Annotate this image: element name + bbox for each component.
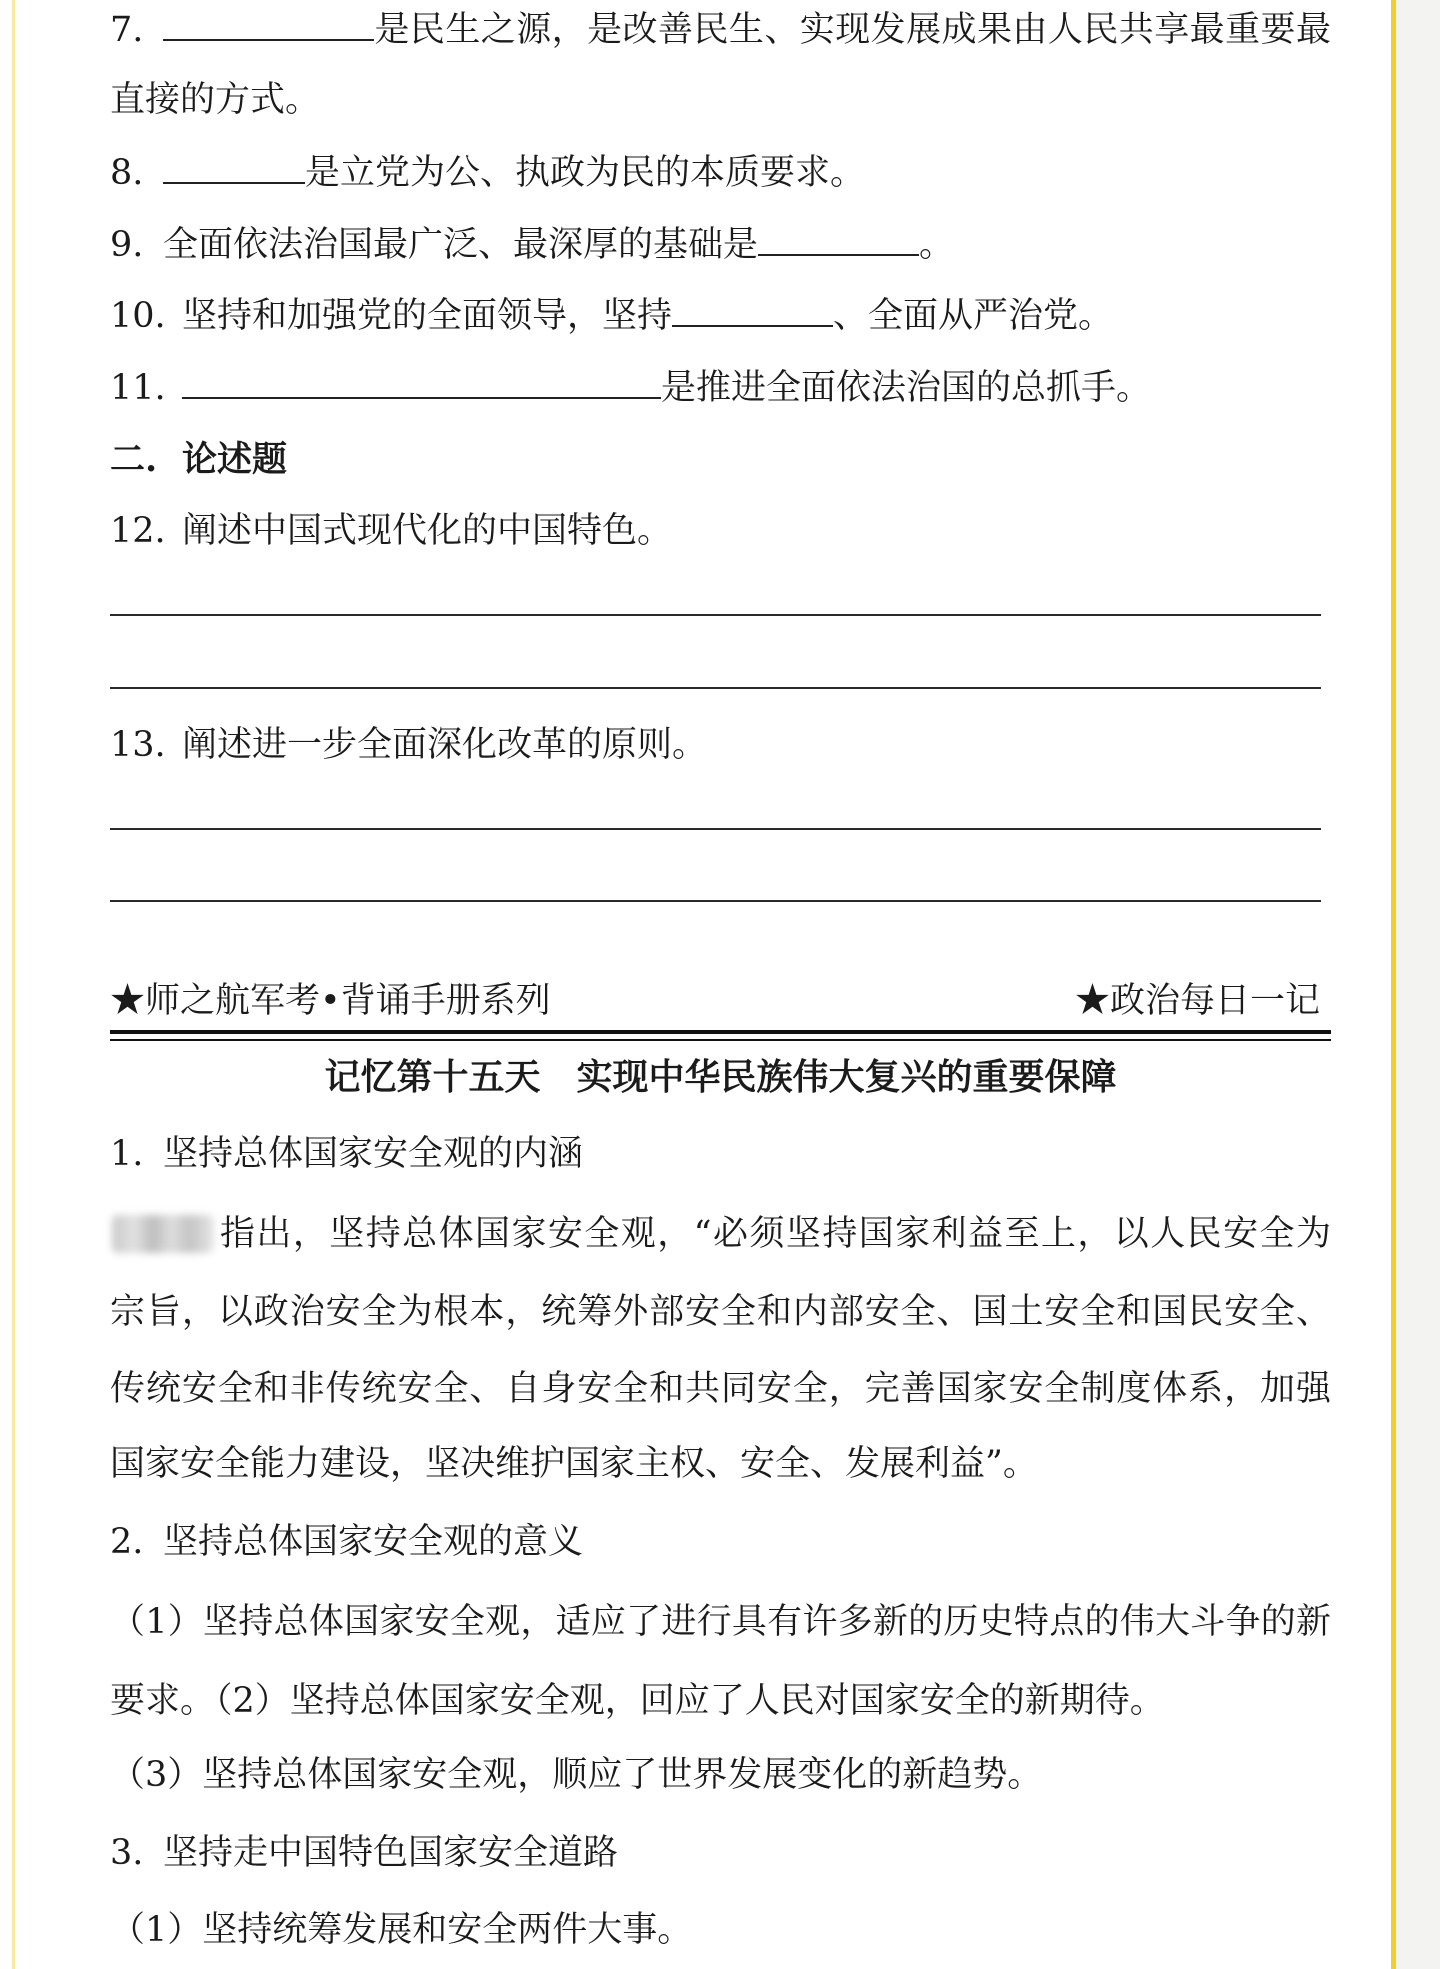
question-number: 8. (110, 153, 144, 193)
paragraph-line: （3）坚持总体国家安全观，顺应了世界发展变化的新趋势。 (110, 1755, 1043, 1795)
fill-in-blank (672, 295, 833, 327)
book-name: ★政治每日一记 (1074, 981, 1320, 1021)
question-number: 13. (110, 725, 166, 765)
question-text-end: 、全面从严治党。 (833, 296, 1114, 336)
header-rule-thin (110, 1039, 1331, 1041)
running-header (110, 979, 1320, 1023)
fill-in-blank (163, 9, 374, 41)
question-number: 10. (110, 296, 166, 336)
question-8 (110, 151, 1331, 195)
paragraph-line: 国家安全能力建设，坚决维护国家主权、安全、发展利益”。 (110, 1444, 1038, 1484)
section-number: 二. (110, 439, 158, 480)
question-text: 全面依法治国最广泛、最深厚的基础是 (163, 225, 759, 265)
section-heading (110, 438, 1331, 482)
question-number: 11. (110, 368, 166, 408)
point-title: 坚持总体国家安全观的内涵 (163, 1134, 584, 1174)
question-text: 阐述中国式现代化的中国特色。 (182, 511, 673, 551)
point-number: 2. (110, 1522, 144, 1562)
question-text: 阐述进一步全面深化改革的原则。 (182, 725, 708, 765)
question-text-end: 。 (919, 225, 955, 265)
series-name: ★师之航军考•背诵手册系列 (110, 981, 551, 1021)
point-title: 坚持走中国特色国家安全道路 (163, 1833, 619, 1873)
question-number: 12. (110, 511, 166, 551)
header-rule-thick (110, 1030, 1331, 1034)
question-12 (110, 509, 1331, 553)
question-text-continued: 直接的方式。 (110, 80, 321, 120)
day-title: 记忆第十五天 实现中华民族伟大复兴的重要保障 (324, 1056, 1117, 1098)
question-9 (110, 223, 1331, 267)
section-title: 论述题 (182, 439, 288, 480)
paragraph-line: （1）坚持统筹发展和安全两件大事。 (110, 1910, 693, 1950)
question-13 (110, 723, 1331, 767)
point-title: 坚持总体国家安全观的意义 (163, 1522, 584, 1562)
point-number: 3. (110, 1833, 144, 1873)
question-number: 9. (110, 225, 144, 265)
paragraph-line: （1）坚持总体国家安全观，适应了进行具有许多新的历史特点的伟大斗争的新 (110, 1602, 1331, 1642)
answer-line (110, 828, 1321, 830)
point-number: 1. (110, 1134, 144, 1174)
question-11 (110, 366, 1331, 410)
fill-in-blank (758, 224, 919, 256)
fill-in-blank (163, 152, 305, 184)
question-10 (110, 294, 1331, 338)
page-frame-right (1391, 0, 1396, 1969)
redacted-name-blur (112, 1215, 214, 1253)
question-text: 是民生之源，是改善民生、实现发展成果由人民共享最重要最 (374, 10, 1331, 50)
answer-line (110, 900, 1321, 902)
answer-line (110, 687, 1321, 689)
question-text: 是推进全面依法治国的总抓手。 (661, 368, 1152, 408)
paragraph-line: 要求。（2）坚持总体国家安全观，回应了人民对国家安全的新期待。 (110, 1681, 1165, 1721)
paragraph-line: 宗旨，以政治安全为根本，统筹外部安全和内部安全、国土安全和国民安全、 (110, 1292, 1331, 1332)
paragraph-line: 指出，坚持总体国家安全观，“必须坚持国家利益至上，以人民安全为 (220, 1214, 1331, 1254)
answer-line (110, 614, 1321, 616)
question-7-line-1 (110, 8, 1331, 52)
point-3-heading (110, 1831, 1331, 1875)
question-number: 7. (110, 10, 144, 50)
fill-in-blank (182, 367, 661, 399)
question-7-line-2 (110, 78, 1331, 122)
question-text: 是立党为公、执政为民的本质要求。 (305, 153, 866, 193)
question-text: 坚持和加强党的全面领导，坚持 (182, 296, 673, 336)
point-2-heading (110, 1520, 1331, 1564)
paragraph-line: 传统安全和非传统安全、自身安全和共同安全，完善国家安全制度体系，加强 (110, 1369, 1331, 1409)
point-1-heading (110, 1132, 1331, 1176)
page-frame-left (12, 0, 15, 1969)
